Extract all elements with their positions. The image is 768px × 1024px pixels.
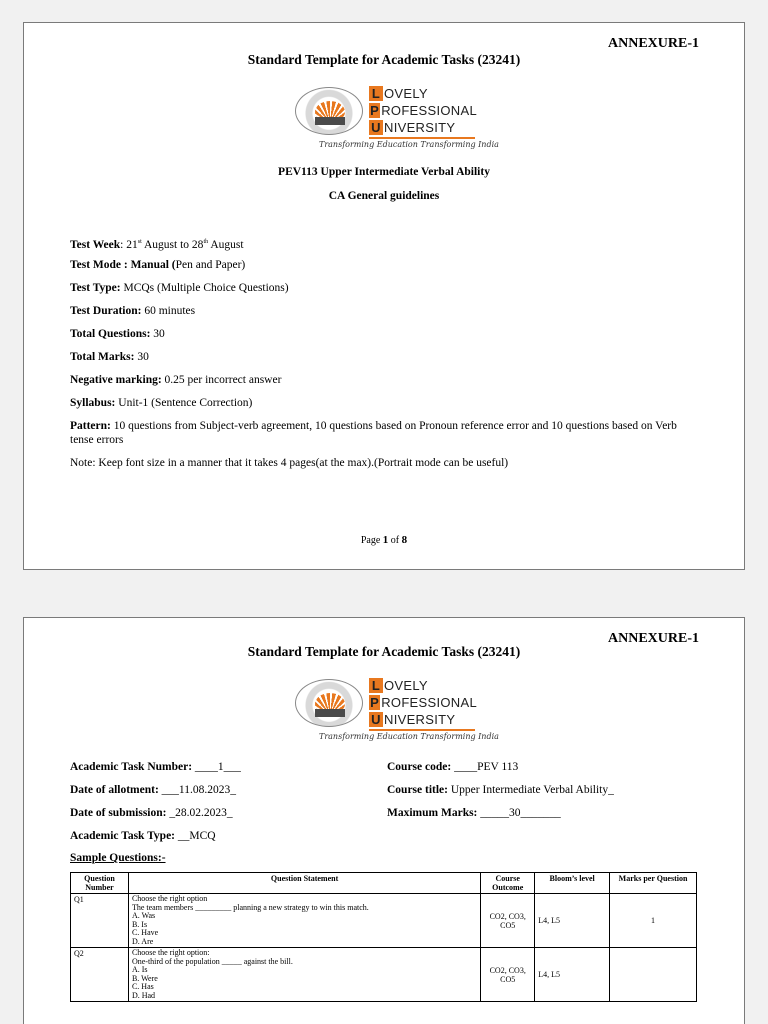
test-type-field: Test Type: MCQs (Multiple Choice Questions) bbox=[70, 282, 289, 294]
table-row bbox=[71, 948, 697, 1002]
blooms-level: L4, L5 bbox=[535, 948, 610, 1002]
course-outcome: CO2, CO3, CO5 bbox=[481, 894, 535, 948]
pattern-field: Pattern: 10 questions from Subject-verb agreement, 10 questions based on Pronoun reference error and 10 questions based on Verb tense errors bbox=[70, 420, 677, 446]
document-title: Standard Template for Academic Tasks (23241) bbox=[247, 52, 521, 67]
maximum-marks-field: Maximum Marks: _____30_______ bbox=[387, 807, 561, 819]
header-blooms-level: Bloom’s level bbox=[535, 873, 610, 894]
question-number: Q2 bbox=[71, 948, 129, 1002]
header-course-outcome: Course Outcome bbox=[481, 873, 535, 894]
page-number: Page 1 of 8 bbox=[360, 534, 408, 546]
header-marks: Marks per Question bbox=[610, 873, 697, 894]
logo-tagline: Transforming Education Transforming India bbox=[319, 140, 499, 149]
questions-table bbox=[70, 872, 697, 1002]
course-title-field: Course title: Upper Intermediate Verbal Ability_ bbox=[387, 784, 614, 796]
header-question-statement: Question Statement bbox=[128, 873, 480, 894]
lpu-seal-icon bbox=[295, 87, 363, 135]
header-question-number: Question Number bbox=[71, 873, 129, 894]
submission-date-field: Date of submission: _28.02.2023_ bbox=[70, 807, 233, 819]
university-logo: L OVELY P ROFESSIONAL U NIVERSITY Transforming Education Transforming India bbox=[295, 85, 477, 157]
question-statement: Choose the right option: One-third of the population _____ against the bill. A. Is B. Were C. Has D. Had bbox=[128, 948, 480, 1002]
logo-tagline: Transforming Education Transforming India bbox=[319, 732, 499, 741]
document-page-1 bbox=[23, 22, 745, 570]
syllabus-field: Syllabus: Unit-1 (Sentence Correction) bbox=[70, 397, 253, 409]
question-number: Q1 bbox=[71, 894, 129, 948]
guidelines-heading: CA General guidelines bbox=[328, 190, 440, 202]
university-logo: L OVELY P ROFESSIONAL U NIVERSITY Transforming Education Transforming India bbox=[295, 677, 477, 749]
course-heading: PEV113 Upper Intermediate Verbal Ability bbox=[278, 166, 490, 178]
document-title: Standard Template for Academic Tasks (23241) bbox=[247, 644, 521, 659]
sample-questions-heading: Sample Questions:- bbox=[70, 852, 166, 864]
task-type-field: Academic Task Type: __MCQ bbox=[70, 830, 216, 842]
document-page-2 bbox=[23, 617, 745, 1024]
blooms-level: L4, L5 bbox=[535, 894, 610, 948]
marks-per-question: 1 bbox=[610, 894, 697, 948]
lpu-seal-icon bbox=[295, 679, 363, 727]
test-duration-field: Test Duration: 60 minutes bbox=[70, 305, 196, 317]
course-outcome: CO2, CO3, CO5 bbox=[481, 948, 535, 1002]
test-week-field: Test Week: 21st August to 28th August bbox=[70, 238, 244, 251]
note-text: Note: Keep font size in a manner that it takes 4 pages(at the max).(Portrait mode can be useful) bbox=[70, 457, 509, 469]
annexure-label: ANNEXURE-1 bbox=[608, 36, 699, 51]
question-statement: Choose the right option The team members _________ planning a new strategy to win this match. A. Was B. Is C. Have D. Are bbox=[128, 894, 480, 948]
table-header-row bbox=[71, 873, 697, 894]
annexure-label: ANNEXURE-1 bbox=[608, 631, 699, 646]
course-code-field: Course code: ____PEV 113 bbox=[387, 761, 519, 773]
allotment-date-field: Date of allotment: ___11.08.2023_ bbox=[70, 784, 236, 796]
task-number-field: Academic Task Number: ____1___ bbox=[70, 761, 241, 773]
test-mode-field: Test Mode : Manual (Pen and Paper) bbox=[70, 259, 246, 271]
total-marks-field: Total Marks: 30 bbox=[70, 351, 149, 363]
marks-per-question bbox=[610, 948, 697, 1002]
total-questions-field: Total Questions: 30 bbox=[70, 328, 165, 340]
table-row bbox=[71, 894, 697, 948]
negative-marking-field: Negative marking: 0.25 per incorrect answer bbox=[70, 374, 282, 386]
